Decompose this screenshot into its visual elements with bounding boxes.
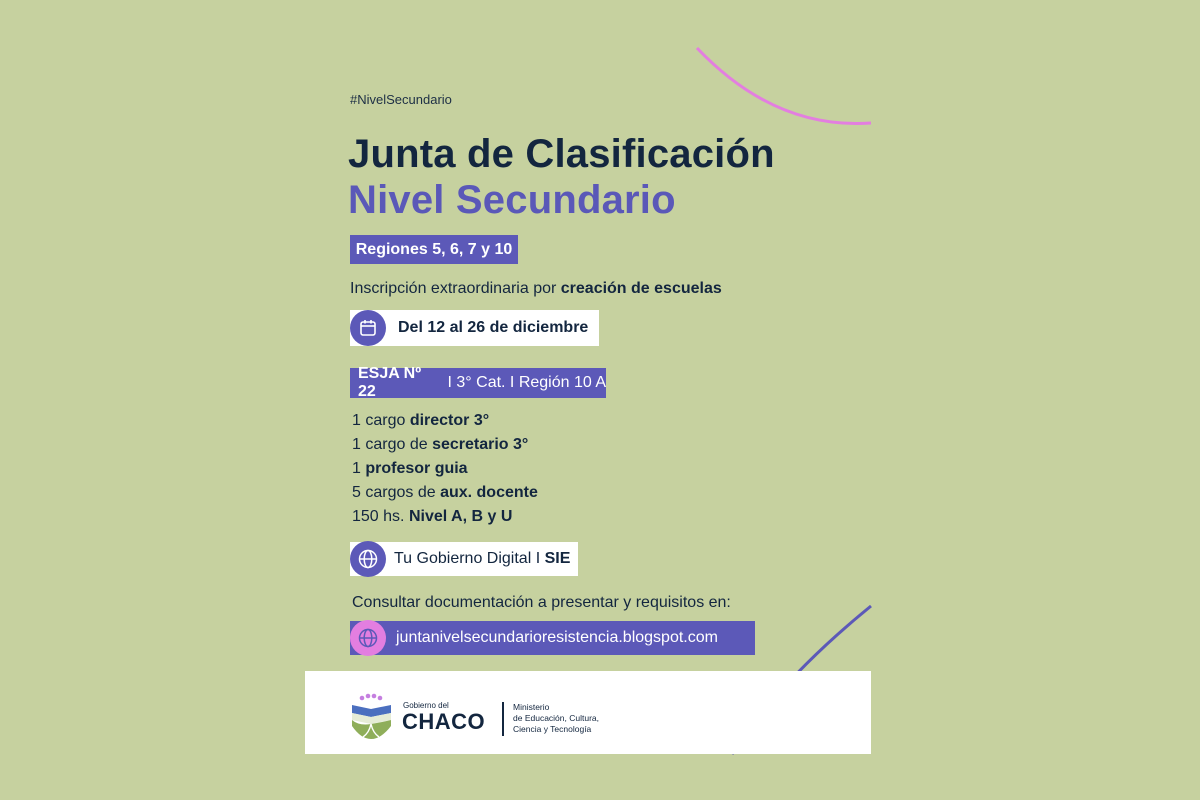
footer-divider <box>502 702 504 736</box>
cargo-prefix: 1 <box>352 460 366 477</box>
sie-bold: SIE <box>544 550 571 567</box>
cargo-prefix: 5 cargos de <box>352 484 441 501</box>
cargo-bold: aux. docente <box>440 484 538 501</box>
chaco-logo-icon <box>349 693 395 741</box>
url-pill[interactable] <box>350 621 755 655</box>
sie-prefix: Tu Gobierno Digital I <box>394 550 545 567</box>
calendar-icon <box>350 310 386 346</box>
cargo-prefix: 150 hs. <box>352 508 409 525</box>
cargo-bold: profesor guia <box>365 460 468 477</box>
date-pill <box>350 310 599 346</box>
cargo-bold: director 3° <box>409 412 490 429</box>
sie-text <box>394 550 570 568</box>
consultar-text: Consultar documentación a presentar y requisitos en: <box>352 594 731 611</box>
esja-rest: I 3° Cat. I Región 10 A <box>443 374 606 391</box>
ministerio-line: de Educación, Cultura, <box>513 713 599 723</box>
esja-name: ESJA Nº 22 <box>358 365 422 400</box>
gobierno-del-label: Gobierno del <box>403 701 449 710</box>
list-item <box>352 457 538 481</box>
list-item <box>352 433 538 457</box>
globe-icon <box>350 541 386 577</box>
cargo-bold: secretario 3° <box>432 436 529 453</box>
sie-pill <box>350 542 578 576</box>
list-item <box>352 481 538 505</box>
cargo-prefix: 1 cargo de <box>352 436 433 453</box>
cargo-prefix: 1 cargo <box>352 412 410 429</box>
regiones-tag: Regiones 5, 6, 7 y 10 <box>350 235 518 264</box>
inscripcion-bold: creación de escuelas <box>560 280 722 297</box>
cargo-bold: Nivel A, B y U <box>408 508 513 525</box>
date-range: Del 12 al 26 de diciembre <box>398 319 589 336</box>
inscripcion-text <box>350 280 722 298</box>
cargos-list <box>352 409 538 529</box>
esja-tag <box>350 365 606 400</box>
url-link[interactable]: juntanivelsecundarioresistencia.blogspot.com <box>396 629 718 646</box>
ministerio-line: Ciencia y Tecnología <box>513 724 592 734</box>
title-line-2: Nivel Secundario <box>348 178 676 222</box>
inscripcion-prefix: Inscripción extraordinaria por <box>350 280 561 297</box>
ministerio-line: Ministerio <box>513 702 550 712</box>
title-line-1: Junta de Clasificación <box>348 132 775 176</box>
ministerio-label <box>513 702 599 735</box>
pink-arc <box>697 48 871 124</box>
hashtag: #NivelSecundario <box>350 92 452 107</box>
globe-icon <box>350 620 386 656</box>
chaco-label: CHACO <box>402 709 486 734</box>
list-item <box>352 409 538 433</box>
list-item <box>352 505 538 529</box>
footer <box>305 671 871 754</box>
